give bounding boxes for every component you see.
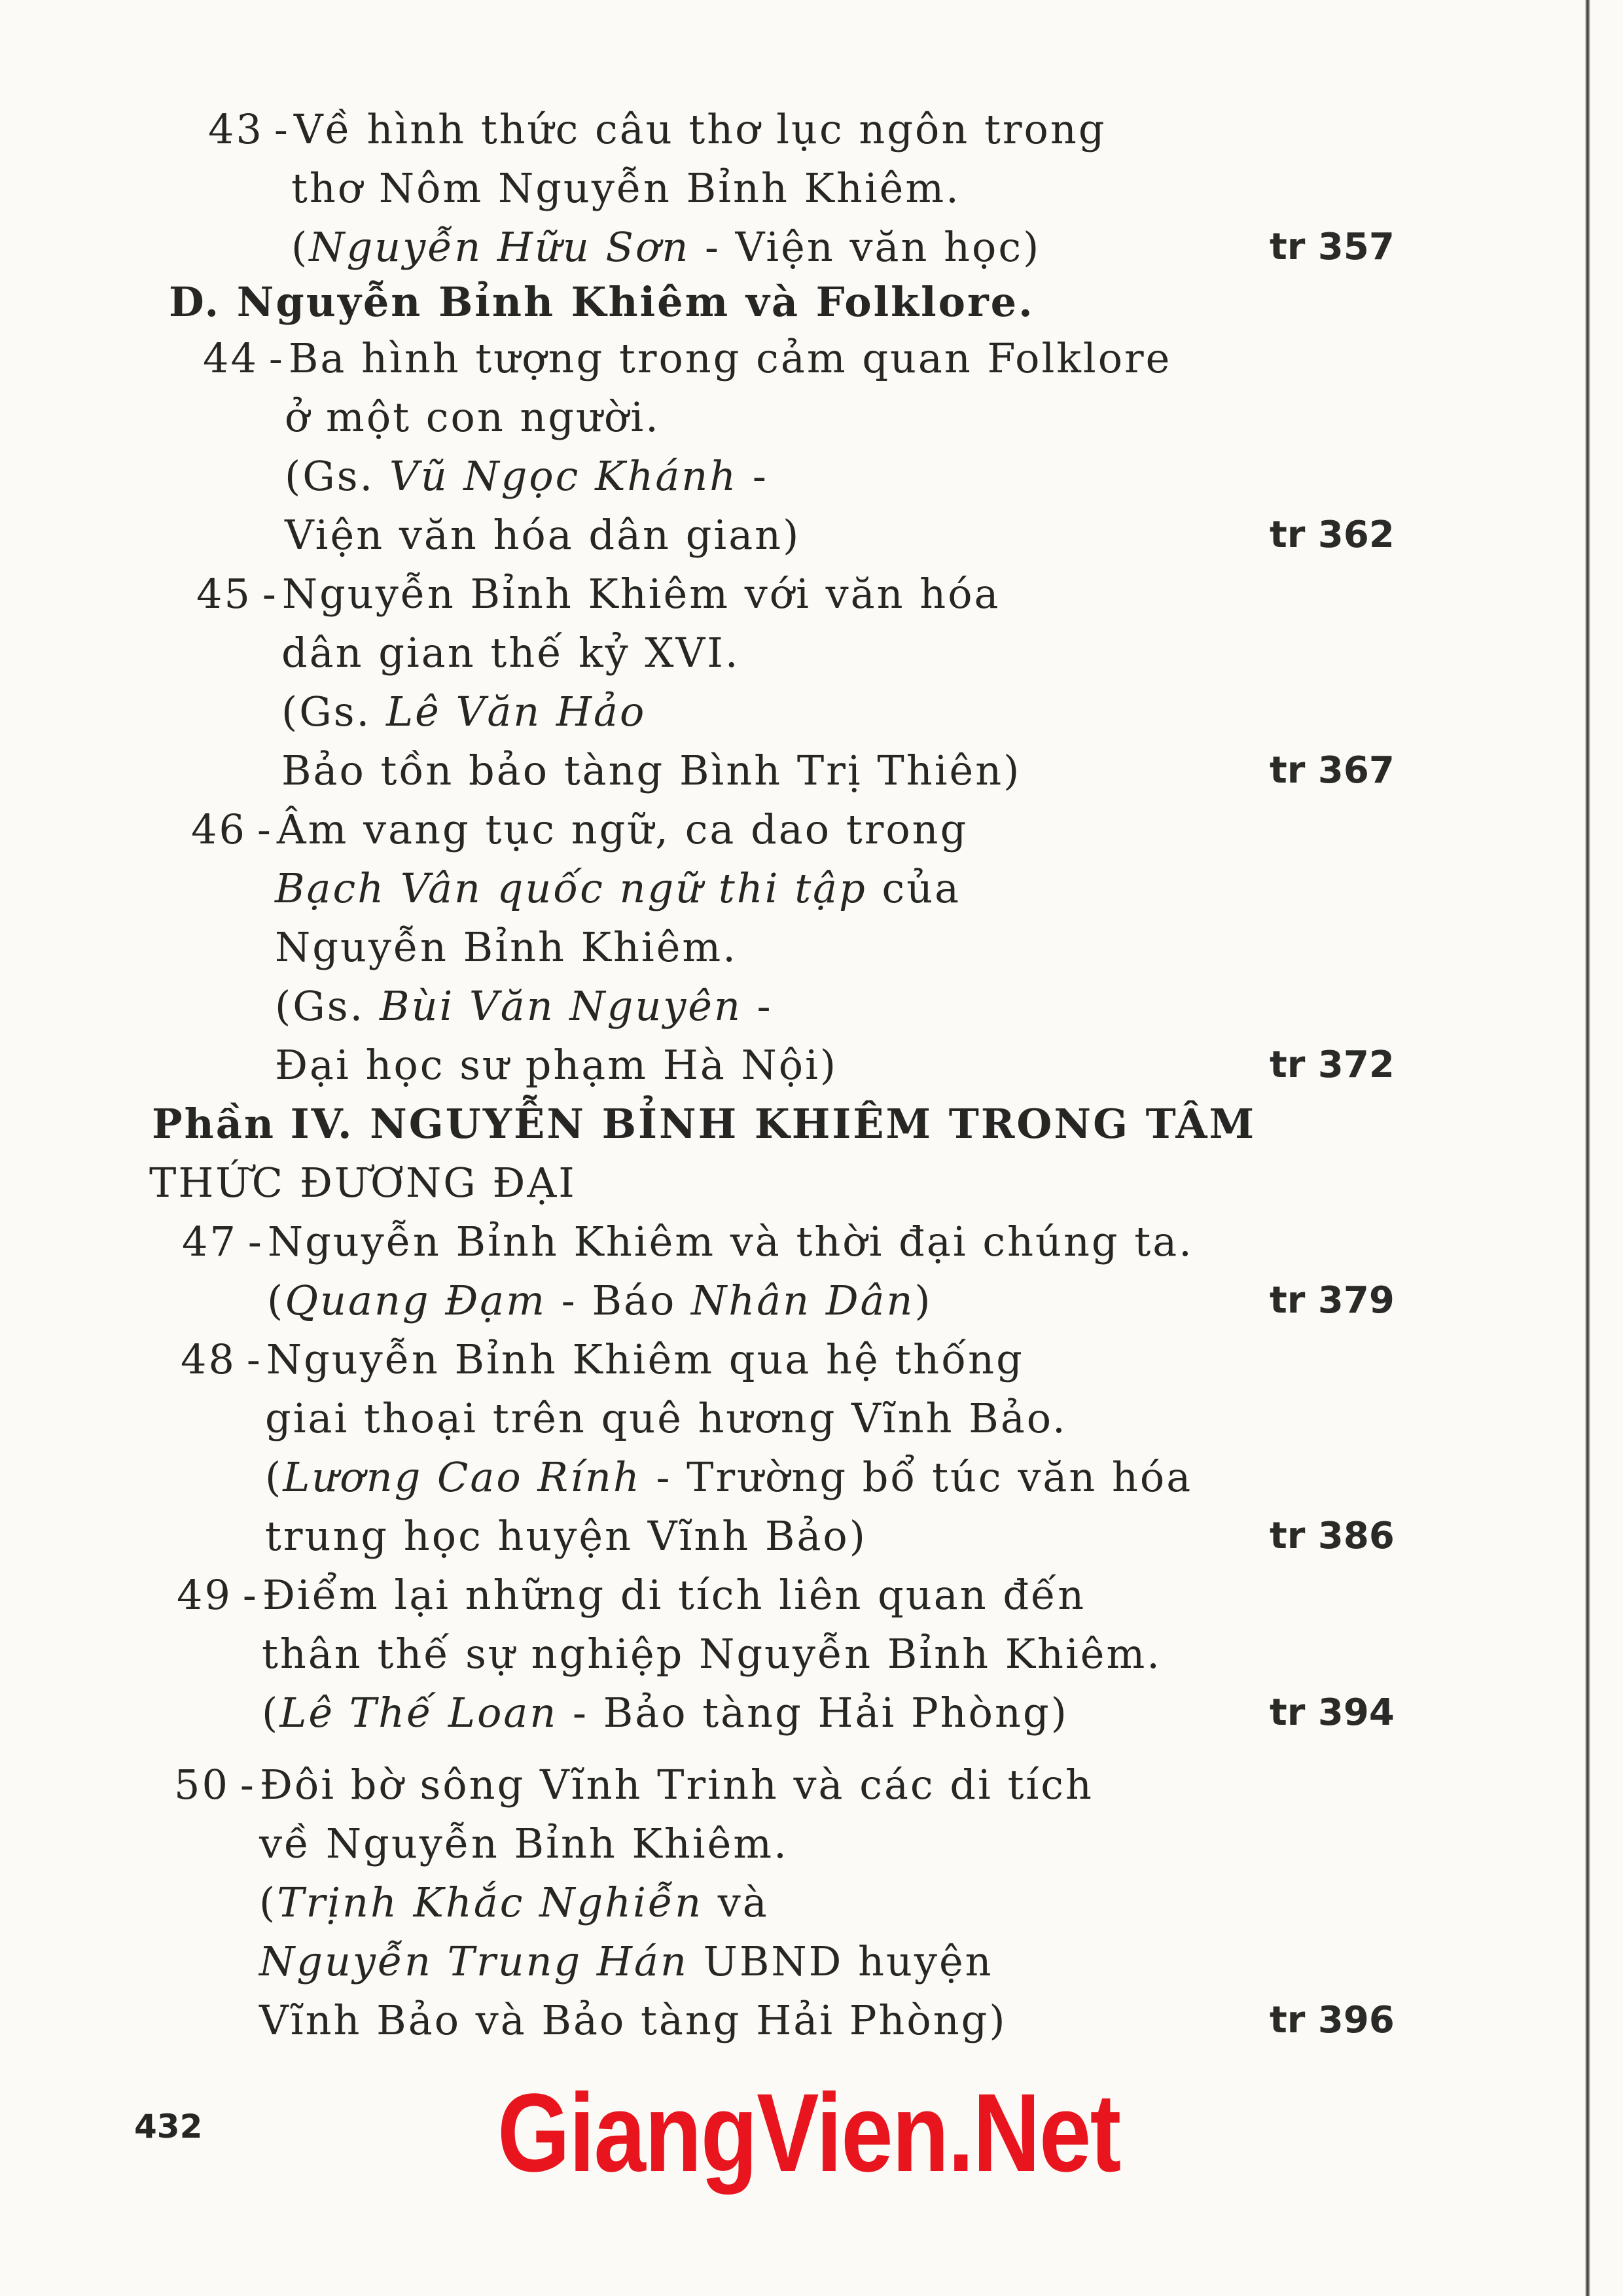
entry-number: 44	[203, 334, 259, 382]
author-name: Lê Thế Loan	[279, 1689, 558, 1737]
entry-number: 46	[191, 805, 247, 853]
part-title: IV. NGUYỄN BỈNH KHIÊM TRONG TÂM	[290, 1100, 1257, 1148]
entry-43-line-1	[208, 103, 1107, 156]
part-4-heading-line-2: THỨC ĐƯƠNG ĐẠI	[149, 1159, 577, 1207]
entry-dash: -	[274, 105, 290, 153]
page-ref-43: tr 357	[1270, 226, 1395, 268]
entry-dash: -	[246, 1335, 262, 1383]
author-name: Vũ Ngọc Khánh	[389, 452, 738, 500]
entry-46-line-2: Bạch Vân quốc ngữ thi tập của	[275, 864, 961, 912]
entry-43-line-2: thơ Nôm Nguyễn Bỉnh Khiêm.	[291, 164, 961, 212]
entry-number: 49	[177, 1571, 232, 1619]
affiliation: Trường bổ túc văn hóa	[687, 1453, 1193, 1501]
entry-number: 48	[181, 1335, 236, 1383]
author-name: Nguyễn Hữu Sơn	[309, 223, 690, 271]
entry-title: Nguyễn Bỉnh Khiêm qua hệ thống	[266, 1335, 1024, 1383]
watermark-logo: GiangVien.Net	[497, 2071, 1120, 2195]
entry-49-author-line: (Lê Thế Loan - Bảo tàng Hải Phòng)	[262, 1689, 1069, 1737]
author-name: Quang Đạm	[285, 1277, 547, 1324]
entry-44-line-2: ở một con người.	[285, 393, 660, 441]
entry-number: 45	[196, 570, 252, 618]
entry-46-line-3: Nguyễn Bỉnh Khiêm.	[275, 923, 738, 971]
entry-48-author-line: (Lương Cao Rính - Trường bổ túc văn hóa	[265, 1453, 1193, 1501]
entry-title: Về hình thức câu thơ lục ngôn trong	[293, 105, 1107, 153]
entry-dash: -	[262, 570, 278, 618]
page-ref-47: tr 379	[1270, 1279, 1395, 1322]
page-number: 432	[134, 2108, 203, 2146]
author-name: Lê Văn Hảo	[385, 688, 647, 735]
entry-dash: -	[242, 1571, 259, 1619]
entry-48-affiliation-2: trung học huyện Vĩnh Bảo)	[265, 1512, 867, 1560]
part-4-heading	[152, 1098, 1256, 1150]
entry-title: Nguyễn Bỉnh Khiêm và thời đại chúng ta.	[267, 1218, 1194, 1265]
entry-46-affiliation: Đại học sư phạm Hà Nội)	[275, 1041, 838, 1089]
entry-50-affiliation-2: Vĩnh Bảo và Bảo tàng Hải Phòng)	[259, 1996, 1007, 2044]
entry-43-author-line: (Nguyễn Hữu Sơn - Viện văn học)	[291, 223, 1041, 271]
entry-44-affiliation: Viện văn hóa dân gian)	[285, 511, 801, 559]
entry-50-author-2-line	[259, 1935, 993, 1988]
entry-46-line-1	[191, 804, 968, 856]
author-name: Lương Cao Rính	[283, 1453, 641, 1501]
entry-dash: -	[257, 805, 273, 853]
work-title: Bạch Vân quốc ngữ thi tập	[275, 864, 867, 912]
entry-title: Điểm lại những di tích liên quan đến	[262, 1571, 1086, 1619]
entry-49-line-1	[177, 1569, 1086, 1621]
entry-45-line-2: dân gian thế kỷ XVI.	[281, 629, 740, 677]
author-name: Nguyễn Trung Hán	[259, 1937, 688, 1985]
entry-number: 43	[208, 105, 264, 153]
entry-50-line-2: về Nguyễn Bỉnh Khiêm.	[259, 1820, 789, 1867]
author-name: Bùi Văn Nguyên	[379, 982, 742, 1030]
entry-number: 50	[174, 1761, 230, 1809]
entry-45-line-1	[196, 568, 1001, 620]
entry-46-author-line: (Gs. Bùi Văn Nguyên -	[275, 982, 773, 1030]
entry-50-line-1	[174, 1759, 1094, 1811]
entry-47-author-line: (Quang Đạm - Báo Nhân Dân)	[267, 1277, 933, 1324]
page-ref-45: tr 367	[1270, 749, 1395, 792]
section-d-heading: D. Nguyễn Bỉnh Khiêm và Folklore.	[169, 278, 1035, 326]
author-name: Trịnh Khắc Nghiễn	[277, 1879, 704, 1926]
page-ref-50: tr 396	[1270, 1999, 1395, 2041]
entry-47-line-1	[182, 1216, 1194, 1268]
entry-title: Ba hình tượng trong cảm quan Folklore	[288, 334, 1172, 382]
entry-title: Âm vang tục ngữ, ca dao trong	[276, 805, 969, 853]
entry-50-author-line: (Trịnh Khắc Nghiễn và	[259, 1879, 769, 1926]
entry-44-author-line: (Gs. Vũ Ngọc Khánh -	[285, 452, 768, 500]
entry-49-line-2: thân thế sự nghiệp Nguyễn Bỉnh Khiêm.	[262, 1630, 1162, 1678]
entry-48-line-2: giai thoại trên quê hương Vĩnh Bảo.	[265, 1394, 1067, 1442]
entry-45-author-line: (Gs. Lê Văn Hảo	[281, 688, 647, 735]
affiliation: Bảo tàng Hải Phòng)	[603, 1689, 1069, 1737]
entry-dash: -	[240, 1761, 256, 1809]
page-ref-46: tr 372	[1270, 1044, 1395, 1086]
entry-title: Nguyễn Bỉnh Khiêm với văn hóa	[281, 570, 1001, 618]
binding-edge	[1585, 0, 1590, 2296]
entry-dash: -	[247, 1218, 264, 1265]
entry-48-line-1	[181, 1333, 1024, 1386]
page-ref-48: tr 386	[1270, 1515, 1395, 1557]
page-ref-49: tr 394	[1270, 1691, 1395, 1734]
entry-44-line-1	[203, 332, 1171, 385]
source-name: Nhân Dân	[691, 1277, 915, 1324]
affiliation: Viện văn học)	[735, 223, 1041, 271]
affiliation: UBND huyện	[703, 1937, 993, 1985]
part-label: Phần	[152, 1100, 276, 1148]
entry-title: Đôi bờ sông Vĩnh Trinh và các di tích	[259, 1761, 1094, 1809]
entry-45-affiliation: Bảo tồn bảo tàng Bình Trị Thiên)	[281, 747, 1022, 794]
entry-number: 47	[182, 1218, 238, 1265]
page-ref-44: tr 362	[1270, 514, 1395, 556]
entry-dash: -	[268, 334, 285, 382]
